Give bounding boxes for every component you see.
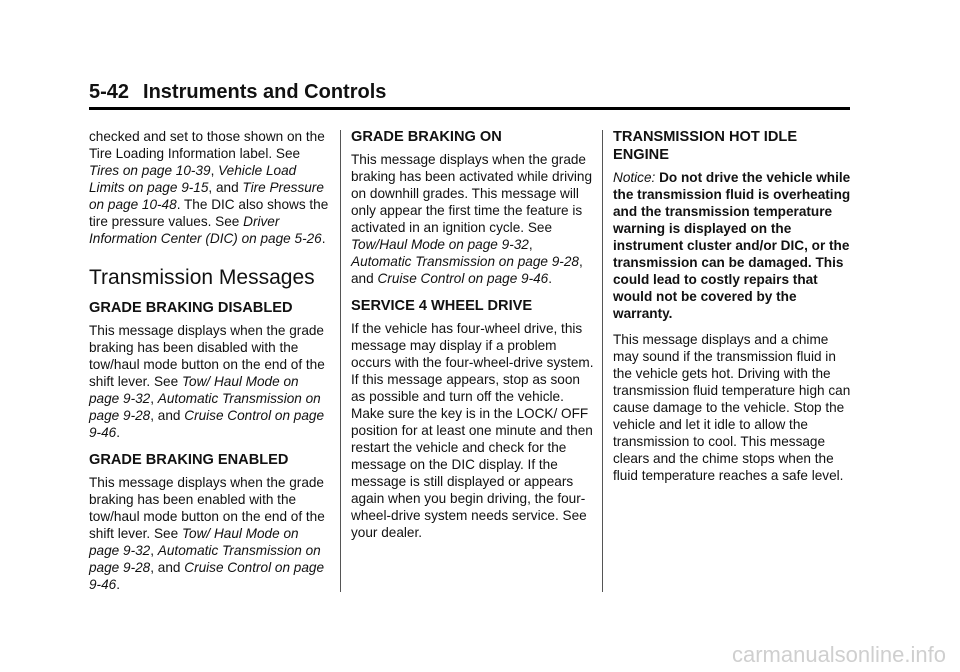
notice-paragraph bbox=[613, 169, 853, 322]
page-number: 5-42 bbox=[89, 81, 130, 103]
notice-text: Do not drive the vehicle while the transmission fluid is overheating and the transmission temperature warning is displayed on the instrument cluster and/or DIC, or the transmission can be damaged. This could lead to costly repairs that would not be covered by the warranty. bbox=[613, 170, 851, 321]
message-description: This message displays and a chime may sound if the transmission fluid in the vehicle gets hot. Driving with the transmission fluid temperature high can cause damage to the vehicle. Stop the vehicle and let it idle to allow the transmission to cool. This message clears and the chime stops when the fluid temperature reaches a safe level. bbox=[613, 332, 851, 483]
column-divider bbox=[340, 130, 341, 592]
message-heading: GRADE BRAKING ENABLED bbox=[89, 452, 289, 468]
message-heading: TRANSMISSION HOT IDLE ENGINE bbox=[613, 129, 798, 163]
xref-link[interactable]: Tires on page 10-39 bbox=[89, 163, 211, 178]
message-heading: GRADE BRAKING ON bbox=[351, 129, 502, 145]
xref-link[interactable]: Cruise Control on page 9-46 bbox=[89, 560, 325, 592]
xref-link[interactable]: Tow/ Haul Mode on page 9-32 bbox=[89, 526, 299, 558]
xref-link[interactable]: Cruise Control on page 9-46 bbox=[377, 271, 549, 286]
page-header bbox=[89, 80, 850, 110]
tire-pressure-paragraph: checked and set to those shown on the Tire Loading Information label. See Tires on page 10-39, Vehicle Load Limits on page 9-15, and Tire Pressure on page 10-48. The DIC also shows the tire pressure values. See Driver Information Center (DIC) on page 5-26. bbox=[89, 129, 329, 246]
xref-link[interactable]: Tire Pressure on page 10-48 bbox=[89, 180, 324, 212]
section-title: Instruments and Controls bbox=[143, 81, 387, 103]
xref-link[interactable]: Automatic Transmission on page 9-28 bbox=[89, 391, 321, 423]
xref-link[interactable]: Tow/ Haul Mode on page 9-32 bbox=[89, 374, 299, 406]
message-description: If the vehicle has four-wheel drive, this message may display if a problem occurs with the four-wheel-drive system. If this message appears, stop as soon as possible and turn off the vehicle. Make sure the key is in the LOCK/ OFF position for at least one minute and then restart the vehicle and check for the message on the DIC display. If the message is still displayed or appears again when you begin driving, the four-wheel-drive system needs service. See your dealer. bbox=[351, 321, 594, 540]
xref-link[interactable]: Tow/Haul Mode on page 9-32 bbox=[351, 237, 529, 252]
message-description: This message displays when the grade braking has been disabled with the tow/haul mode button on the end of the shift lever. See Tow/ Haul Mode on page 9-32, Automatic Transmission on page 9-28, and Cruise Control on page 9-46. bbox=[89, 323, 325, 440]
message-description: This message displays when the grade braking has been activated while driving on downhill grades. This message will only appear the first time the feature is activated in an ignition cycle. See Tow/Haul Mode on page 9-32, Automatic Transmission on page 9-28, and Cruise Control on page 9-46. bbox=[351, 152, 593, 286]
xref-link[interactable]: Vehicle Load Limits on page 9-15 bbox=[89, 163, 297, 195]
xref-link[interactable]: Automatic Transmission on page 9-28 bbox=[351, 254, 579, 269]
notice-label: Notice: bbox=[613, 170, 656, 185]
watermark: carmanualsonline.info bbox=[731, 642, 946, 667]
column-3 bbox=[613, 128, 853, 493]
xref-link[interactable]: Driver Information Center (DIC) on page 5-26 bbox=[89, 214, 322, 246]
section-heading: Transmission Messages bbox=[89, 266, 315, 289]
xref-link[interactable]: Automatic Transmission on page 9-28 bbox=[89, 543, 321, 575]
message-description: This message displays when the grade braking has been enabled with the tow/haul mode button on the end of the shift lever. See Tow/ Haul Mode on page 9-32, Automatic Transmission on page 9-28, and Cruise Control on page 9-46. bbox=[89, 475, 325, 592]
xref-link[interactable]: Cruise Control on page 9-46 bbox=[89, 408, 325, 440]
message-heading: SERVICE 4 WHEEL DRIVE bbox=[351, 298, 533, 314]
column-2 bbox=[351, 128, 594, 550]
column-1 bbox=[89, 128, 329, 602]
column-divider bbox=[602, 130, 603, 592]
message-heading: GRADE BRAKING DISABLED bbox=[89, 300, 293, 316]
